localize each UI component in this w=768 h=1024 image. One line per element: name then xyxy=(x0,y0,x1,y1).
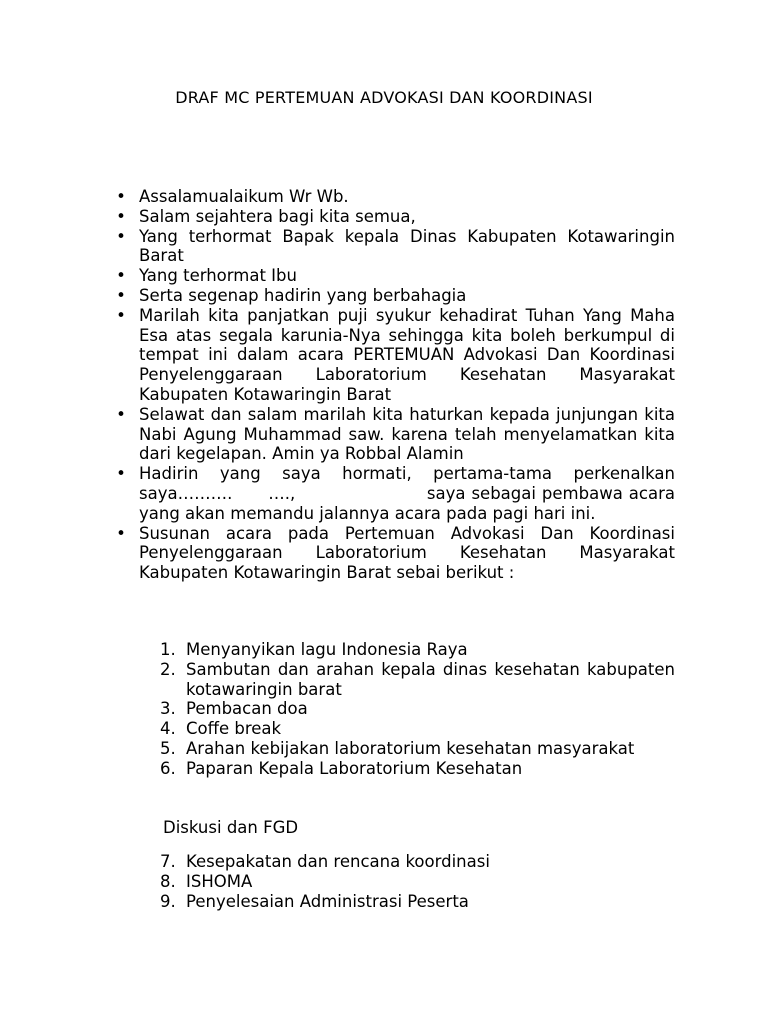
list-item xyxy=(113,266,675,286)
bullet-icon: • xyxy=(116,404,126,424)
bullet-icon: • xyxy=(116,305,126,325)
agenda-list-part-1 xyxy=(160,640,675,779)
agenda-number: 1. xyxy=(160,640,176,659)
list-item xyxy=(113,524,675,583)
bullet-text: Selawat dan salam marilah kita haturkan kepada junjungan kita Nabi Agung Muhammad saw. karena telah menyelamatkan kita dari kegelapan. Amin ya Robbal Alamin xyxy=(139,404,675,464)
agenda-item xyxy=(160,892,675,912)
agenda-item xyxy=(160,852,675,872)
bullet-text: Susunan acara pada Pertemuan Advokasi Dan Koordinasi Penyelenggaraan Laboratorium Kesehatan Masyarakat Kabupaten Kotawaringin Barat sebai berikut : xyxy=(139,523,675,583)
bullet-text: Assalamualaikum Wr Wb. xyxy=(139,187,349,206)
bullet-icon: • xyxy=(116,187,126,206)
document-title: DRAF MC PERTEMUAN ADVOKASI DAN KOORDINASI xyxy=(175,88,593,107)
agenda-text: Coffe break xyxy=(186,719,282,739)
bullet-text: Salam sejahtera bagi kita semua, xyxy=(139,206,416,226)
agenda-text: Paparan Kepala Laboratorium Kesehatan xyxy=(186,758,523,778)
list-item xyxy=(113,227,675,267)
bullet-text: Yang terhormat Bapak kepala Dinas Kabupaten Kotawaringin Barat xyxy=(139,226,675,266)
list-item xyxy=(113,207,675,227)
agenda-number: 5. xyxy=(160,738,176,758)
discussion-subheading: Diskusi dan FGD xyxy=(163,818,299,837)
agenda-number: 7. xyxy=(160,852,176,871)
bullet-text: Serta segenap hadirin yang berbahagia xyxy=(139,285,467,305)
agenda-number: 6. xyxy=(160,758,176,778)
agenda-text: ISHOMA xyxy=(186,871,253,891)
agenda-item xyxy=(160,699,675,719)
bullet-text: Yang terhormat Ibu xyxy=(139,266,297,286)
bullet-icon: • xyxy=(116,285,126,305)
list-item xyxy=(113,464,681,523)
agenda-text: Arahan kebijakan laboratorium kesehatan masyarakat xyxy=(186,738,635,758)
list-item xyxy=(113,405,675,464)
list-item xyxy=(113,306,675,405)
bullet-icon: • xyxy=(116,523,126,543)
bullet-icon: • xyxy=(116,266,126,286)
bullet-icon: • xyxy=(116,464,126,484)
list-item xyxy=(113,187,675,207)
agenda-number: 2. xyxy=(160,659,176,679)
agenda-item xyxy=(160,872,675,892)
agenda-text: Menyanyikan lagu Indonesia Raya xyxy=(186,640,468,659)
agenda-item xyxy=(160,660,675,700)
bullet-icon: • xyxy=(116,206,126,226)
agenda-text: Sambutan dan arahan kepala dinas kesehatan kabupaten kotawaringin barat xyxy=(186,659,675,699)
agenda-text: Penyelesaian Administrasi Peserta xyxy=(186,891,469,911)
agenda-number: 9. xyxy=(160,891,176,911)
list-item xyxy=(113,286,675,306)
bullet-icon: • xyxy=(116,226,126,246)
agenda-item xyxy=(160,640,675,660)
agenda-item xyxy=(160,739,675,759)
agenda-item xyxy=(160,719,675,739)
bullet-text: Hadirin yang saya hormati, pertama-tama perkenalkan saya………. …., saya sebagai pembawa acara yang akan memandu jalannya acara pada pagi hari ini. xyxy=(139,464,681,523)
agenda-number: 3. xyxy=(160,699,176,719)
agenda-number: 4. xyxy=(160,719,176,739)
opening-bullet-list xyxy=(113,187,681,583)
agenda-list-part-2 xyxy=(160,852,675,911)
bullet-text: Marilah kita panjatkan puji syukur kehadirat Tuhan Yang Maha Esa atas segala karunia-Nya sehingga kita boleh berkumpul di tempat ini dalam acara PERTEMUAN Advokasi Dan Koordinasi Penyelenggaraan Laboratorium Kesehatan Masyarakat Kabupaten Kotawaringin Barat xyxy=(139,305,675,404)
agenda-text: Pembacan doa xyxy=(186,699,308,719)
agenda-item xyxy=(160,759,675,779)
agenda-number: 8. xyxy=(160,871,176,891)
agenda-text: Kesepakatan dan rencana koordinasi xyxy=(186,852,490,871)
